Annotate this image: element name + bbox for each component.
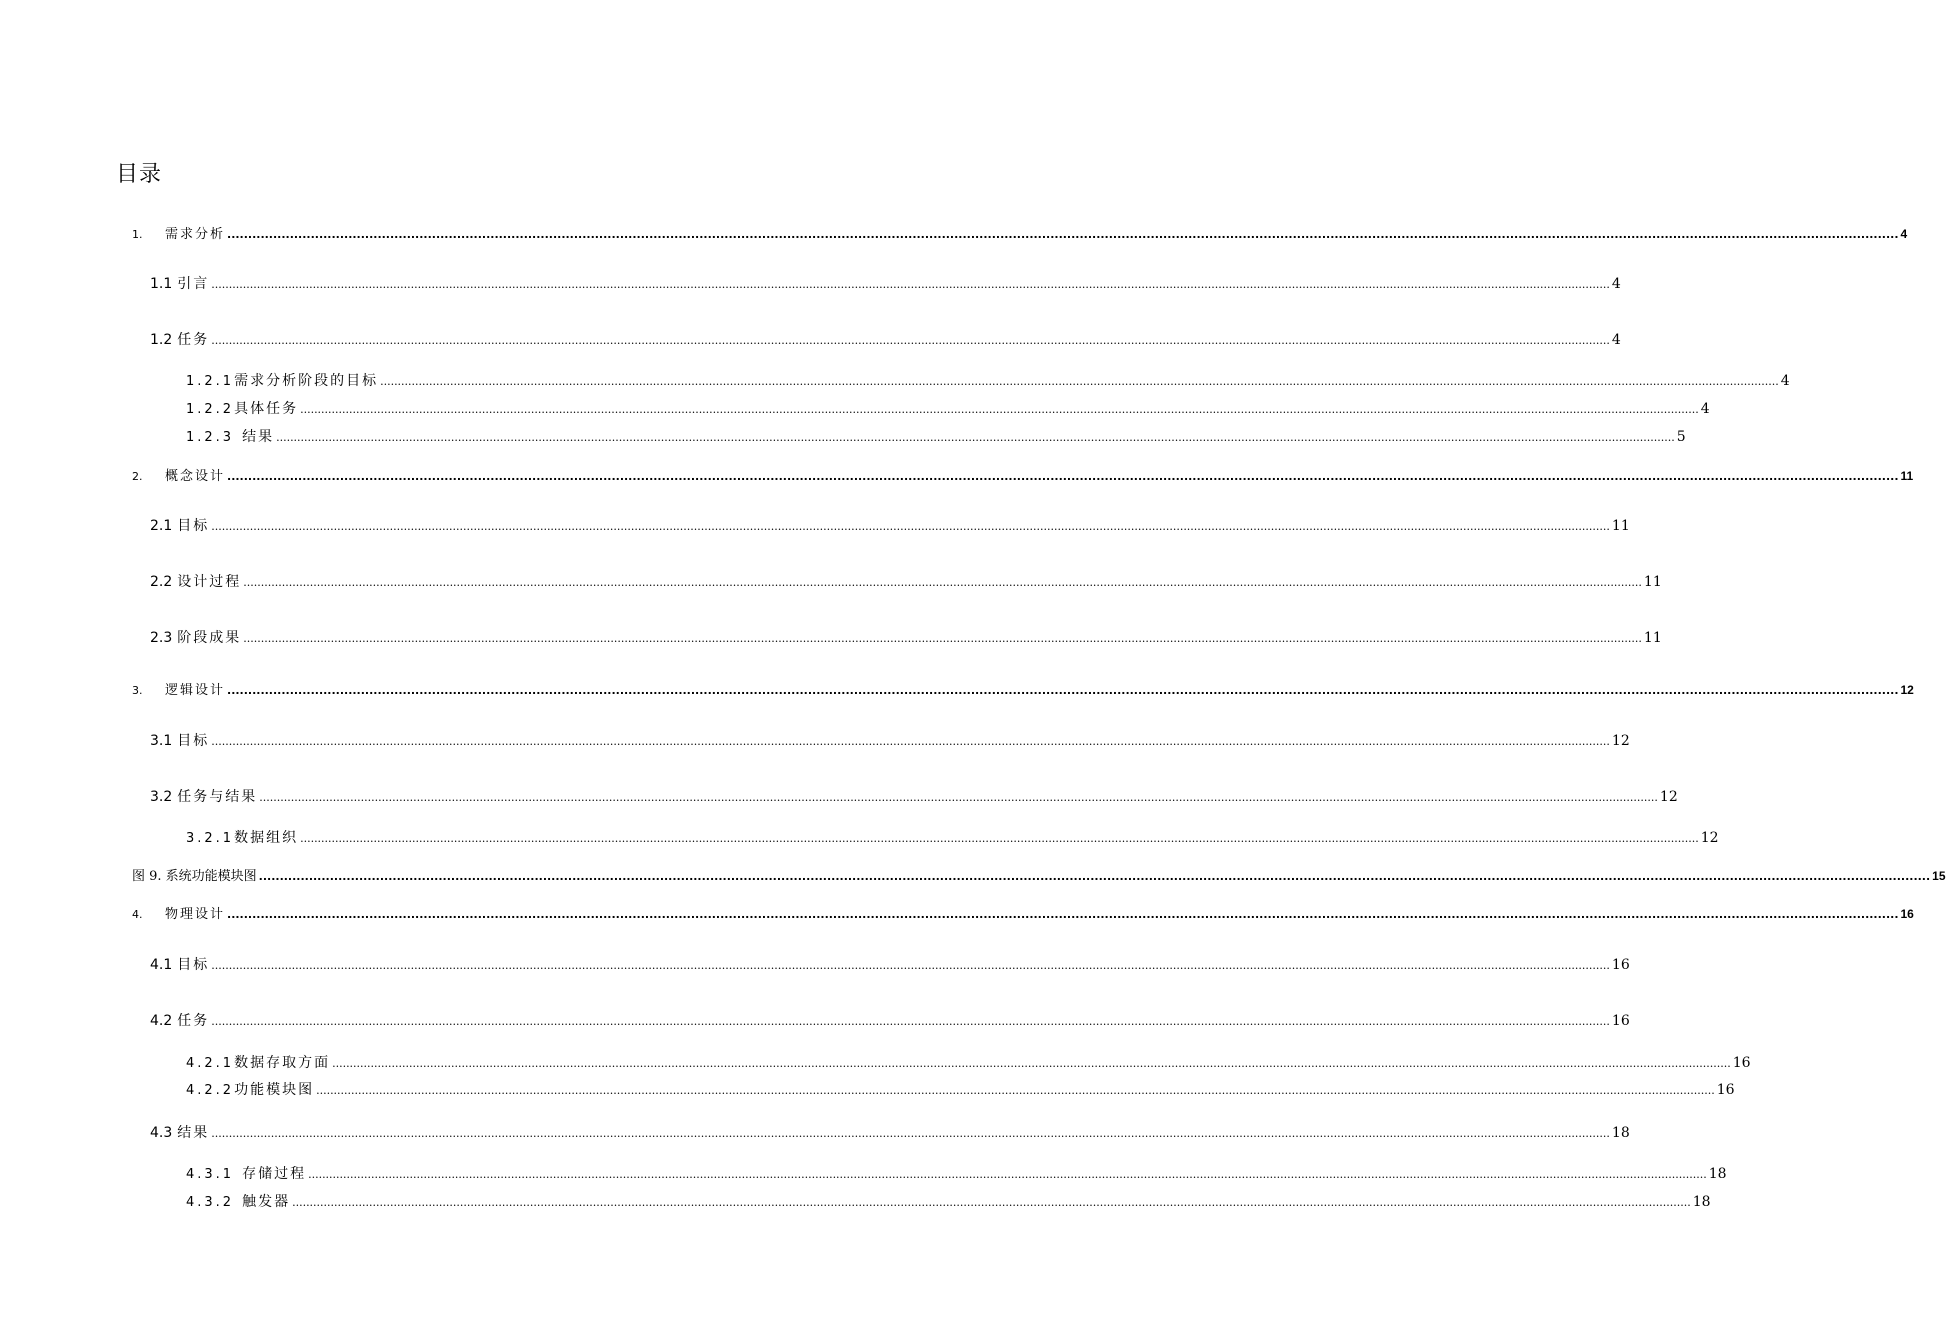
toc-entry-number: 3.2 <box>150 789 173 805</box>
toc-dot-leader: ................................................................................................................................................................................................................................................................................................................................................................................................................ <box>300 403 1699 416</box>
toc-entry-subsection[interactable] <box>186 1163 1727 1185</box>
toc-entry-section[interactable] <box>150 1122 1630 1144</box>
toc-dot-leader: ................................................................................................................................................................................................................................................................................................................................................................................................................ <box>332 1057 1731 1070</box>
toc-entry-text: 结果 <box>242 429 275 445</box>
toc-entry-text: 数据存取方面 <box>234 1055 331 1071</box>
toc-dot-leader: ................................................................................................................................................................................................................................................................................................................................................................................................................ <box>300 832 1699 845</box>
toc-entry-text: 触发器 <box>242 1194 291 1210</box>
toc-entry-number: 3. <box>132 684 143 697</box>
toc-entry-section[interactable] <box>150 1010 1630 1032</box>
toc-entry-text: 物理设计 <box>165 907 226 922</box>
toc-entry-section[interactable] <box>150 730 1630 752</box>
toc-dot-leader: ................................................................................................................................................................................................................................................................................................................................................................................................................ <box>243 632 1642 645</box>
toc-entry-number: 4.2 <box>150 1013 173 1029</box>
toc-entry-number: 1.2 <box>150 332 173 348</box>
toc-entry-text: 目标 <box>177 957 210 973</box>
toc-entry-text: 引言 <box>177 276 210 292</box>
toc-entry-text: 数据组织 <box>234 830 299 846</box>
toc-entry-text: 具体任务 <box>234 401 299 417</box>
toc-dot-leader: ................................................................................................................................................................................................................................................................................................................................................................................................................ <box>211 735 1610 748</box>
toc-entry-chapter[interactable] <box>132 223 1908 245</box>
toc-entry-number: 1.1 <box>150 276 173 292</box>
toc-dot-leader: ................................................................................................................................................................................................................................................................................................................................................................................................................ <box>258 870 1931 883</box>
toc-entry-page: 4 <box>1900 227 1908 241</box>
toc-dot-leader: ................................................................................................................................................................................................................................................................................................................................................................................................................ <box>211 520 1610 533</box>
toc-dot-leader: ................................................................................................................................................................................................................................................................................................................................................................................................................ <box>211 959 1610 972</box>
toc-entry-number: 3.1 <box>150 733 173 749</box>
toc-dot-leader: ................................................................................................................................................................................................................................................................................................................................................................................................................ <box>227 470 1899 483</box>
toc-entry-text: 概念设计 <box>165 469 226 484</box>
toc-entry-chapter[interactable] <box>132 465 1914 487</box>
toc-entry-number: 1.2.2 <box>186 402 235 417</box>
toc-entry-page: 16 <box>1611 1013 1630 1029</box>
toc-dot-leader: ................................................................................................................................................................................................................................................................................................................................................................................................................ <box>227 228 1899 241</box>
toc-dot-leader: ................................................................................................................................................................................................................................................................................................................................................................................................................ <box>259 791 1658 804</box>
toc-entry-number: 4.1 <box>150 957 173 973</box>
toc-entry-number: 1. <box>132 228 143 241</box>
toc-entry-figure[interactable] <box>132 865 1946 887</box>
toc-entry-section[interactable] <box>150 329 1621 351</box>
toc-entry-section[interactable] <box>150 515 1630 537</box>
toc-entry-number: 2.3 <box>150 630 173 646</box>
toc-entry-number: 3.2.1 <box>186 831 235 846</box>
toc-entry-text: 任务 <box>177 1013 210 1029</box>
toc-entry-page: 4 <box>1611 332 1621 348</box>
toc-dot-leader: ................................................................................................................................................................................................................................................................................................................................................................................................................ <box>211 278 1610 291</box>
toc-entry-page: 11 <box>1643 630 1662 646</box>
toc-entry-number: 4.3.2 <box>186 1195 235 1210</box>
toc-dot-leader: ................................................................................................................................................................................................................................................................................................................................................................................................................ <box>380 375 1779 388</box>
toc-dot-leader: ................................................................................................................................................................................................................................................................................................................................................................................................................ <box>276 431 1675 444</box>
toc-dot-leader: ................................................................................................................................................................................................................................................................................................................................................................................................................ <box>308 1168 1707 1181</box>
toc-entry-text: 逻辑设计 <box>165 683 226 698</box>
toc-entry-text: 任务 <box>177 332 210 348</box>
toc-entry-section[interactable] <box>150 571 1662 593</box>
toc-entry-page: 16 <box>1611 957 1630 973</box>
toc-entry-page: 11 <box>1900 469 1914 483</box>
toc-entry-text: 设计过程 <box>177 574 242 590</box>
toc-entry-number: 4.3.1 <box>186 1167 235 1182</box>
toc-entry-page: 12 <box>1900 683 1914 697</box>
toc-entry-subsection[interactable] <box>186 426 1686 448</box>
toc-dot-leader: ................................................................................................................................................................................................................................................................................................................................................................................................................ <box>292 1196 1691 1209</box>
toc-entry-text: 存储过程 <box>242 1166 307 1182</box>
toc-dot-leader: ................................................................................................................................................................................................................................................................................................................................................................................................................ <box>211 1127 1610 1140</box>
toc-entry-section[interactable] <box>150 954 1630 976</box>
toc-entry-text: 结果 <box>177 1125 210 1141</box>
toc-entry-page: 12 <box>1611 733 1630 749</box>
toc-entry-page: 18 <box>1611 1125 1630 1141</box>
toc-entry-text: 功能模块图 <box>234 1082 315 1098</box>
toc-entry-subsection[interactable] <box>186 1079 1735 1101</box>
toc-entry-page: 16 <box>1900 907 1914 921</box>
toc-entry-number: 1.2.1 <box>186 374 235 389</box>
toc-entry-text: 目标 <box>177 733 210 749</box>
toc-entry-page: 4 <box>1611 276 1621 292</box>
toc-entry-page: 15 <box>1932 869 1946 883</box>
toc-entry-number: 4.3 <box>150 1125 173 1141</box>
toc-entry-subsection[interactable] <box>186 370 1790 392</box>
toc-entry-page: 18 <box>1692 1194 1711 1210</box>
toc-entry-number: 4.2.2 <box>186 1083 235 1098</box>
toc-entry-text: 目标 <box>177 518 210 534</box>
toc-entry-section[interactable] <box>150 786 1678 808</box>
toc-entry-section[interactable] <box>150 273 1621 295</box>
toc-entry-section[interactable] <box>150 627 1662 649</box>
toc-entry-page: 4 <box>1700 401 1710 417</box>
toc-dot-leader: ................................................................................................................................................................................................................................................................................................................................................................................................................ <box>227 908 1899 921</box>
toc-title: 目录 <box>116 162 163 187</box>
toc-dot-leader: ................................................................................................................................................................................................................................................................................................................................................................................................................ <box>316 1084 1715 1097</box>
toc-dot-leader: ................................................................................................................................................................................................................................................................................................................................................................................................................ <box>211 1015 1610 1028</box>
toc-entry-number: 2.1 <box>150 518 173 534</box>
toc-entry-chapter[interactable] <box>132 903 1914 925</box>
toc-entry-number: 4. <box>132 908 143 921</box>
toc-entry-page: 12 <box>1700 830 1719 846</box>
toc-entry-subsection[interactable] <box>186 1191 1711 1213</box>
toc-entry-text: 图 9. 系统功能模块图 <box>132 869 257 884</box>
toc-dot-leader: ................................................................................................................................................................................................................................................................................................................................................................................................................ <box>227 684 1899 697</box>
toc-entry-chapter[interactable] <box>132 679 1914 701</box>
toc-entry-page: 5 <box>1676 429 1686 445</box>
toc-entry-subsection[interactable] <box>186 827 1719 849</box>
toc-entry-text: 阶段成果 <box>177 630 242 646</box>
toc-entry-text: 需求分析阶段的目标 <box>234 373 379 389</box>
toc-entry-page: 11 <box>1611 518 1630 534</box>
toc-dot-leader: ................................................................................................................................................................................................................................................................................................................................................................................................................ <box>211 334 1610 347</box>
toc-entry-page: 18 <box>1708 1166 1727 1182</box>
toc-entry-number: 1.2.3 <box>186 430 235 445</box>
toc-entry-number: 4.2.1 <box>186 1056 235 1071</box>
toc-entry-page: 12 <box>1659 789 1678 805</box>
toc-entry-page: 11 <box>1643 574 1662 590</box>
toc-entry-text: 任务与结果 <box>177 789 258 805</box>
toc-entry-number: 2.2 <box>150 574 173 590</box>
toc-dot-leader: ................................................................................................................................................................................................................................................................................................................................................................................................................ <box>243 576 1642 589</box>
toc-entry-number: 2. <box>132 470 143 483</box>
toc-entry-subsection[interactable] <box>186 398 1710 420</box>
toc-entry-subsection[interactable] <box>186 1052 1751 1074</box>
toc-entry-text: 需求分析 <box>165 227 226 242</box>
toc-entry-page: 4 <box>1780 373 1790 389</box>
toc-entry-page: 16 <box>1732 1055 1751 1071</box>
toc-entry-page: 16 <box>1716 1082 1735 1098</box>
